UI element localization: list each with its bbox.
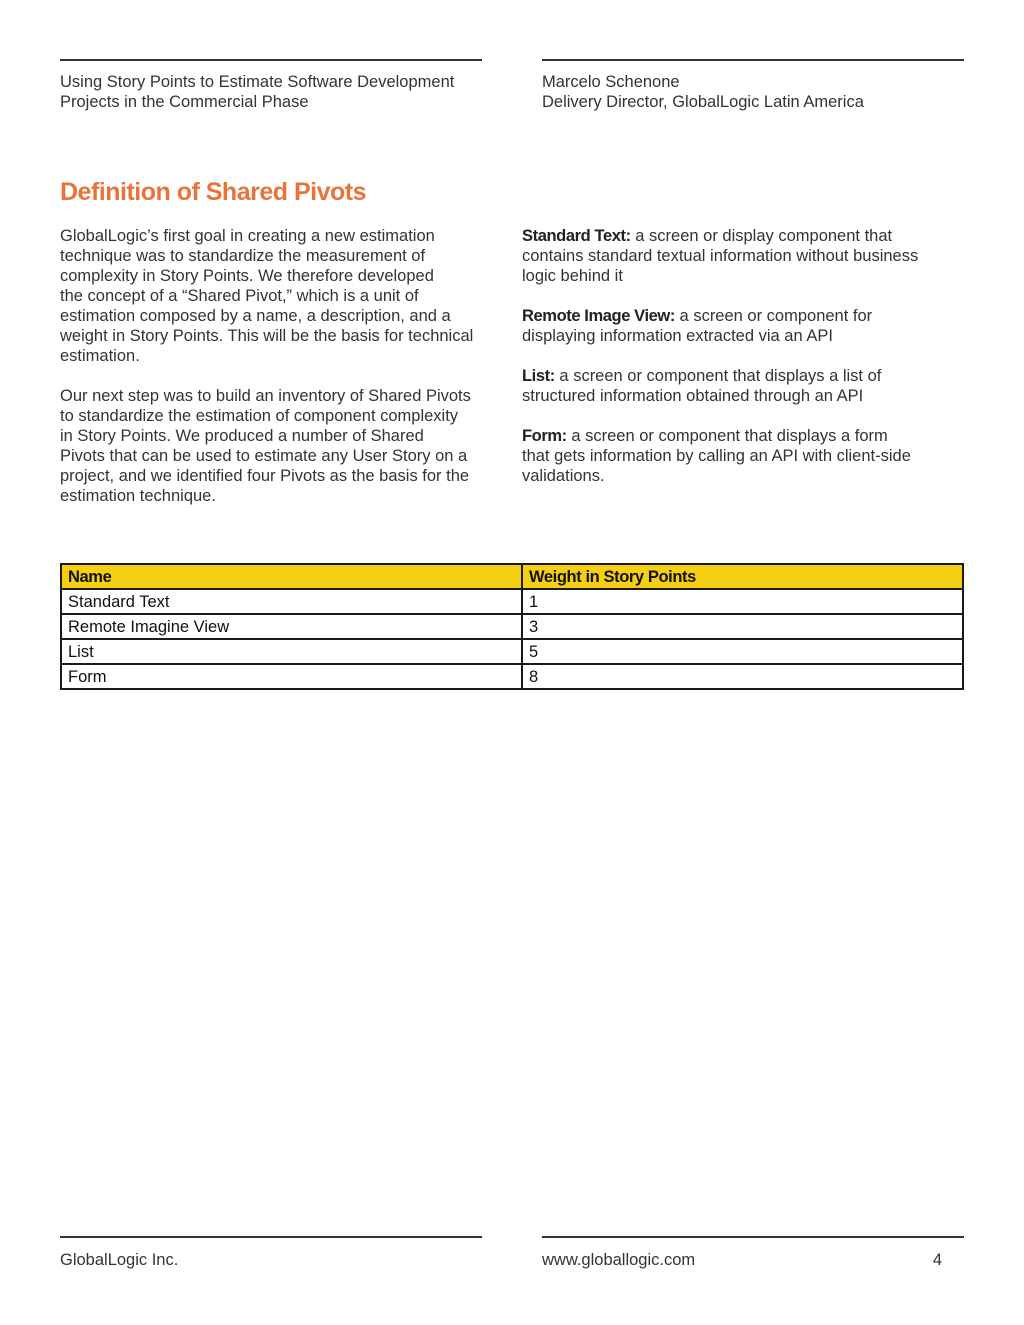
definition-term: Standard Text:	[522, 227, 631, 245]
text-line: estimation composed by a name, a description, and a	[60, 307, 451, 325]
text-line: estimation.	[60, 347, 140, 365]
definition-text: a screen or component that displays a list of	[554, 367, 882, 385]
section-heading: Definition of Shared Pivots	[60, 178, 366, 206]
pivots-table	[60, 563, 964, 690]
header-rule-left	[60, 59, 482, 61]
definition-term: List:	[522, 367, 555, 385]
table-cell-weight: 8	[522, 664, 963, 689]
footer-rule-left	[60, 1236, 482, 1238]
intro-paragraph	[60, 226, 473, 366]
document-title-line: Using Story Points to Estimate Software Development	[60, 73, 455, 91]
author-role: Delivery Director, GlobalLogic Latin America	[542, 93, 864, 111]
definition-list	[522, 366, 918, 406]
table-cell-weight: 1	[522, 589, 963, 614]
definitions-column	[522, 226, 918, 506]
definition-term: Remote Image View:	[522, 307, 675, 325]
inventory-paragraph	[60, 386, 473, 506]
text-line: contains standard textual information without business	[522, 247, 919, 265]
text-line: that gets information by calling an API with client-side	[522, 447, 911, 465]
page-number: 4	[932, 1251, 942, 1269]
text-line: estimation technique.	[60, 487, 216, 505]
text-line: logic behind it	[522, 267, 623, 285]
text-line	[522, 426, 918, 446]
header-rule-right	[542, 59, 964, 61]
table-cell-name: Standard Text	[61, 589, 522, 614]
table-row	[61, 614, 963, 639]
column-header-weight: Weight in Story Points	[522, 564, 963, 589]
text-line: to standardize the estimation of component complexity	[60, 407, 459, 425]
document-title	[60, 72, 454, 112]
table-row	[61, 664, 963, 689]
text-line: in Story Points. We produced a number of Shared	[60, 427, 424, 445]
definition-text: a screen or component for	[674, 307, 873, 325]
table-cell-name: Remote Imagine View	[61, 614, 522, 639]
text-line: project, and we identified four Pivots as the basis for the	[60, 467, 470, 485]
text-line: Pivots that can be used to estimate any User Story on a	[60, 447, 468, 465]
text-line: technique was to standardize the measurement of	[60, 247, 426, 265]
table-header-row	[61, 564, 963, 589]
table-cell-weight: 5	[522, 639, 963, 664]
footer-rule-right	[542, 1236, 964, 1238]
definition-form	[522, 426, 918, 486]
text-line: weight in Story Points. This will be the basis for technical	[60, 327, 474, 345]
footer-company: GlobalLogic Inc.	[60, 1251, 179, 1269]
table-row	[61, 639, 963, 664]
column-header-name: Name	[61, 564, 522, 589]
author-name: Marcelo Schenone	[542, 73, 680, 91]
footer-website-link[interactable]: www.globallogic.com	[542, 1251, 696, 1269]
table-cell-name: Form	[61, 664, 522, 689]
definition-term: Form:	[522, 427, 567, 445]
definition-text: a screen or display component that	[630, 227, 893, 245]
definition-text: a screen or component that displays a form	[566, 427, 888, 445]
document-title-line: Projects in the Commercial Phase	[60, 93, 309, 111]
text-line: validations.	[522, 467, 605, 485]
text-line	[522, 306, 918, 326]
text-line: the concept of a “Shared Pivot,” which is a unit of	[60, 287, 419, 305]
table-row	[61, 589, 963, 614]
text-line: GlobalLogic’s first goal in creating a new estimation	[60, 227, 435, 245]
definition-remote-image-view	[522, 306, 918, 346]
text-line	[522, 366, 918, 386]
text-line: structured information obtained through an API	[522, 387, 864, 405]
text-line: displaying information extracted via an API	[522, 327, 833, 345]
left-column	[60, 226, 473, 526]
text-line: Our next step was to build an inventory of Shared Pivots	[60, 387, 471, 405]
text-line: complexity in Story Points. We therefore developed	[60, 267, 434, 285]
definition-standard-text	[522, 226, 918, 286]
author-info	[542, 72, 864, 112]
table-cell-weight: 3	[522, 614, 963, 639]
text-line	[522, 226, 918, 246]
table-cell-name: List	[61, 639, 522, 664]
